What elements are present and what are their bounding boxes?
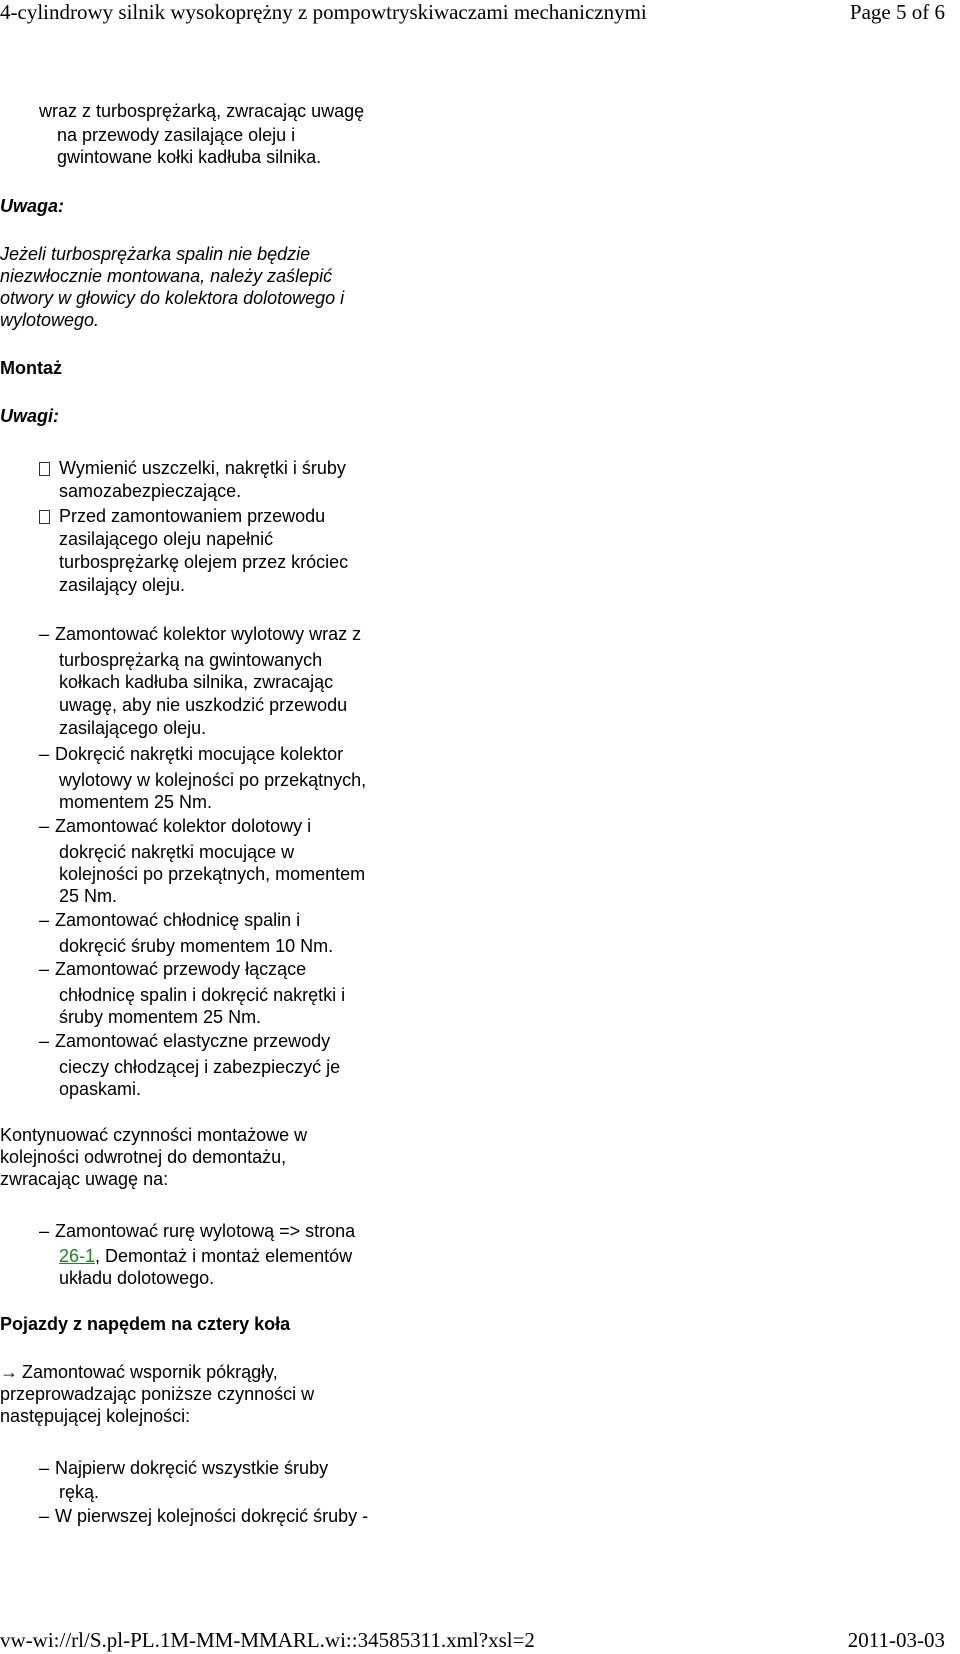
step-text: turbosprężarką na gwintowanych bbox=[59, 650, 323, 670]
step-text: Dokręcić nakrętki mocujące kolektor bbox=[55, 744, 344, 764]
page-link[interactable]: 26-1 bbox=[59, 1246, 96, 1266]
dash-bullet: – bbox=[39, 1031, 50, 1051]
intro-line-2: na przewody zasilające oleju i bbox=[57, 125, 296, 145]
step-text: Zamontować kolektor wylotowy wraz z bbox=[55, 624, 362, 644]
bullet-text: zasilający oleju. bbox=[59, 575, 186, 595]
step-text bbox=[59, 1245, 352, 1267]
awd-line-3: następującej kolejności: bbox=[0, 1406, 191, 1426]
continue-line-1: Kontynuować czynności montażowe w bbox=[0, 1125, 308, 1145]
bullet-text: samozabezpieczające. bbox=[59, 481, 242, 501]
bullet-text: turbosprężarkę olejem przez króciec bbox=[59, 552, 349, 572]
step-text: Zamontować elastyczne przewody bbox=[55, 1031, 331, 1051]
bullet-text: Przed zamontowaniem przewodu bbox=[59, 506, 326, 526]
arrow-icon: → bbox=[0, 1362, 18, 1382]
intro-line-3: gwintowane kołki kadłuba silnika. bbox=[57, 147, 322, 167]
step-text: układu dolotowego. bbox=[59, 1268, 215, 1288]
step-text: Zamontować kolektor dolotowy i bbox=[55, 816, 312, 836]
dash-bullet: – bbox=[39, 959, 50, 979]
step-text: wylotowy w kolejności po przekątnych, bbox=[59, 770, 367, 790]
step-text: Zamontować przewody łączące bbox=[55, 959, 307, 979]
note-heading: Uwaga: bbox=[0, 196, 65, 216]
awd-line-2: przeprowadzając poniższe czynności w bbox=[0, 1384, 315, 1404]
step-text: ręką. bbox=[59, 1482, 100, 1502]
bullet-text: zasilającego oleju napełnić bbox=[59, 529, 274, 549]
step-item bbox=[39, 1457, 328, 1479]
step-item bbox=[39, 909, 300, 931]
step-item bbox=[39, 1505, 368, 1527]
checkbox-bullet-icon bbox=[39, 462, 50, 476]
step-item bbox=[39, 815, 311, 837]
step-text: uwagę, aby nie uszkodzić przewodu bbox=[59, 695, 348, 715]
dash-bullet: – bbox=[39, 624, 50, 644]
dash-bullet: – bbox=[39, 744, 50, 764]
step-text: Zamontować chłodnicę spalin i bbox=[55, 910, 301, 930]
dash-bullet: – bbox=[39, 816, 50, 836]
step-text: 25 Nm. bbox=[59, 886, 118, 906]
step-item bbox=[39, 743, 343, 765]
document-title: 4-cylindrowy silnik wysokoprężny z pompowtryskiwaczami mechanicznymi bbox=[0, 0, 647, 24]
note-line-1: Jeżeli turbosprężarka spalin nie będzie bbox=[0, 244, 311, 264]
step-text: W pierwszej kolejności dokręcić śruby - bbox=[55, 1506, 369, 1526]
dash-bullet: – bbox=[39, 910, 50, 930]
continue-line-3: zwracając uwagę na: bbox=[0, 1169, 169, 1189]
step-text: momentem 25 Nm. bbox=[59, 792, 213, 812]
step-text: dokręcić nakrętki mocujące w bbox=[59, 842, 295, 862]
step-text: cieczy chłodzącej i zabezpieczyć je bbox=[59, 1057, 341, 1077]
step-text: dokręcić śruby momentem 10 Nm. bbox=[59, 936, 334, 956]
step-text: chłodnicę spalin i dokręcić nakrętki i bbox=[59, 985, 346, 1005]
step-text: Najpierw dokręcić wszystkie śruby bbox=[55, 1458, 329, 1478]
step-text-rest: , Demontaż i montaż elementów bbox=[95, 1246, 353, 1266]
awd-line-1: → Zamontować wspornik pókrągły, bbox=[0, 1362, 278, 1382]
continue-line-2: kolejności odwrotnej do demontażu, bbox=[0, 1147, 287, 1167]
note-line-4: wylotowego. bbox=[0, 310, 100, 330]
page-number: Page 5 of 6 bbox=[849, 0, 945, 24]
document-date: 2011-03-03 bbox=[847, 1628, 945, 1652]
section-heading-montaz: Montaż bbox=[0, 358, 62, 378]
dash-bullet: – bbox=[39, 1458, 50, 1478]
step-text: opaskami. bbox=[59, 1079, 142, 1099]
bullet-text: Wymienić uszczelki, nakrętki i śruby bbox=[59, 458, 346, 478]
document-url: vw-wi://rl/S.pl-PL.1M-MM-MMARL.wi::34585311.xml?xsl=2 bbox=[0, 1628, 535, 1652]
step-text: kołkach kadłuba silnika, zwracając bbox=[59, 672, 334, 692]
dash-bullet: – bbox=[39, 1221, 50, 1241]
intro-line-1: wraz z turbosprężarką, zwracając uwagę bbox=[39, 101, 365, 121]
bullet-item bbox=[39, 457, 346, 479]
section-heading-awd: Pojazdy z napędem na cztery koła bbox=[0, 1314, 291, 1334]
step-text: śruby momentem 25 Nm. bbox=[59, 1007, 262, 1027]
step-item bbox=[39, 958, 306, 980]
step-item bbox=[39, 623, 361, 645]
checkbox-bullet-icon bbox=[39, 510, 50, 524]
note-line-3: otwory w głowicy do kolektora dolotowego i bbox=[0, 288, 345, 308]
dash-bullet: – bbox=[39, 1506, 50, 1526]
bullet-item bbox=[39, 505, 325, 527]
note-line-2: niezwłocznie montowana, należy zaślepić bbox=[0, 266, 333, 286]
notes-heading: Uwagi: bbox=[0, 406, 60, 426]
step-item bbox=[39, 1220, 355, 1242]
step-text: kolejności po przekątnych, momentem bbox=[59, 864, 366, 884]
step-item bbox=[39, 1030, 330, 1052]
step-text: zasilającego oleju. bbox=[59, 718, 207, 738]
step-text: Zamontować rurę wylotową => strona bbox=[55, 1221, 356, 1241]
